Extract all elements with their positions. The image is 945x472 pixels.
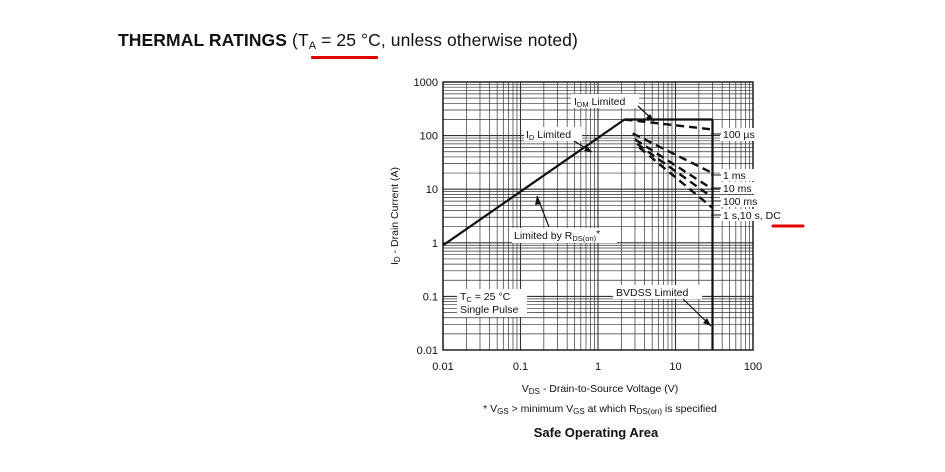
x-tick-labels [432,361,762,373]
y-tick-labels [414,77,438,357]
x-tick-1: 1 [594,361,602,373]
y-tick-0.01: 0.01 [416,345,438,357]
svg-text:BVDSS Limited: BVDSS Limited [616,287,689,299]
label-1ms: 1 ms [723,170,746,182]
heading-sub: A [308,40,317,52]
label-100ms: 100 ms [723,196,758,208]
svg-text:TC = 25 °C: TC = 25 °C [460,291,511,304]
label-10ms: 10 ms [723,183,752,195]
heading-t: T [297,30,309,50]
chart-title: Safe Operating Area [533,425,659,440]
y-axis-label: ID - Drain Current (A) [389,167,402,265]
y-tick-1: 1 [431,237,438,250]
svg-text:Limited by RDS(on)*: Limited by RDS(on)* [514,228,601,243]
y-tick-10: 10 [425,184,438,197]
heading-open: ( [287,30,298,50]
label-dc: 1 s,10 s, DC [723,210,781,222]
y-tick-0.1: 0.1 [422,291,438,304]
heading-rest: = 25 °C, unless otherwise noted) [316,30,578,50]
annotation-rds [512,196,617,243]
svg-text:ID Limited: ID Limited [526,129,572,142]
series-line-5 [635,139,713,189]
x-axis-label: VDS - Drain-to-Source Voltage (V) [521,383,679,396]
heading-bold: THERMAL RATINGS [118,30,288,50]
svg-text:Single Pulse: Single Pulse [460,304,519,316]
x-tick-0.01: 0.01 [432,361,454,373]
annotation-bvdss [613,285,711,326]
x-tick-100: 100 [743,361,763,373]
annotation-tc-pulse [457,289,527,317]
x-tick-10: 10 [669,361,682,373]
y-tick-100: 100 [419,130,438,143]
x-tick-0.1: 0.1 [512,361,529,373]
footnote: * VGS > minimum VGS at which RDS(on) is specified [483,403,717,416]
series-line-3 [625,120,713,130]
svg-text:IDM Limited: IDM Limited [574,96,626,109]
y-tick-1000: 1000 [413,77,438,89]
label-100us: 100 µs [723,129,755,141]
pulse-labels [711,128,803,226]
